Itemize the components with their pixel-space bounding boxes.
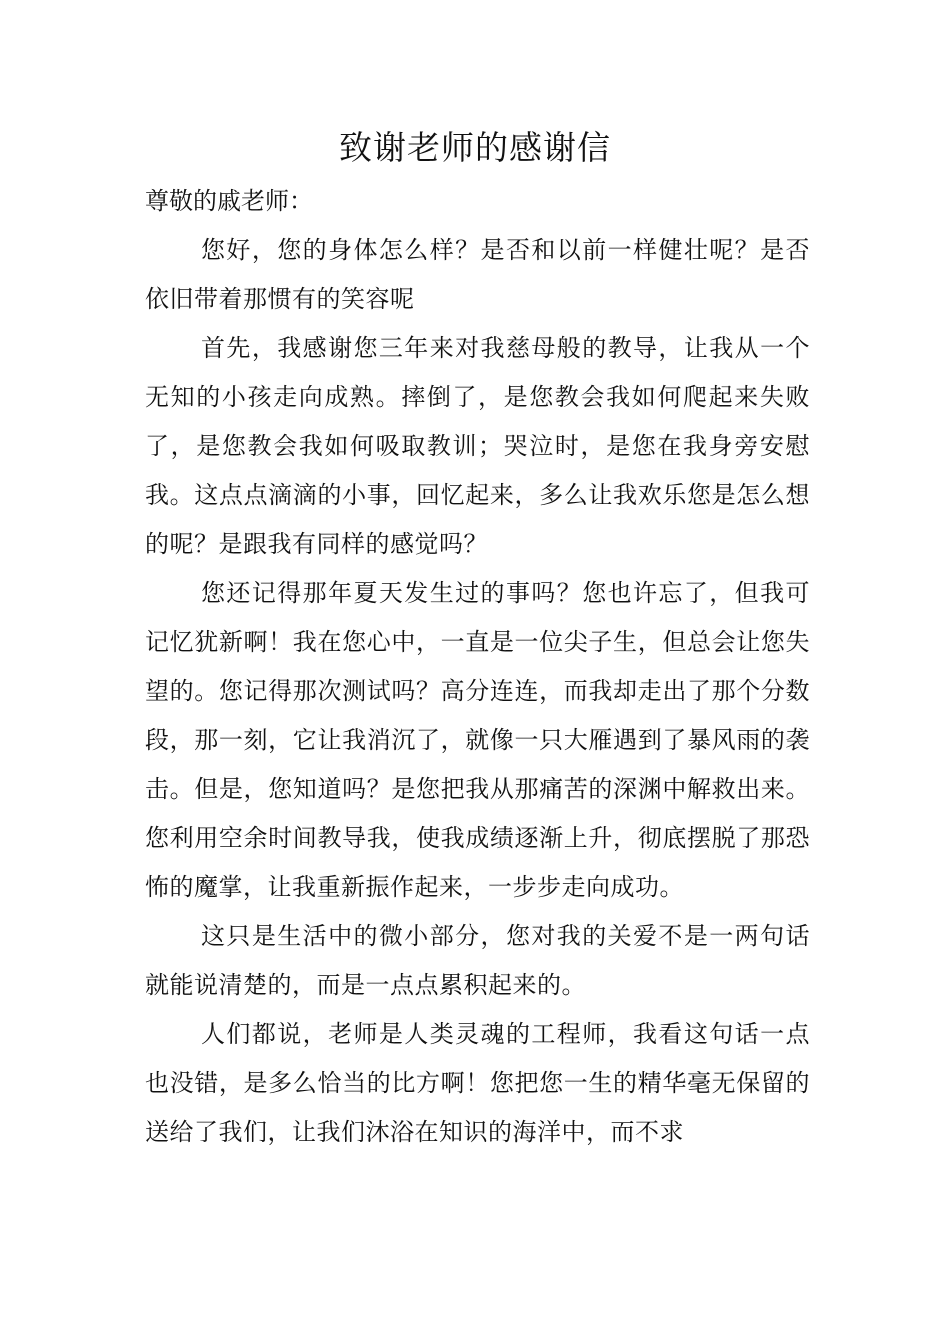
paragraph-engineer: 人们都说，老师是人类灵魂的工程师，我看这句话一点也没错，是多么恰当的比方啊！您把您一生的精华毫无保留的送给了我们，让我们沐浴在知识的海洋中，而不求	[145, 1020, 810, 1146]
paragraph-greeting: 您好，您的身体怎么样？是否和以前一样健壮呢？是否依旧带着那惯有的笑容呢	[145, 236, 810, 313]
paragraph-care: 这只是生活中的微小部分，您对我的关爱不是一两句话就能说清楚的，而是一点点累积起来的。	[145, 922, 810, 999]
document-title: 致谢老师的感谢信	[339, 128, 611, 167]
paragraph-memory: 您还记得那年夏天发生过的事吗？您也许忘了，但我可记忆犹新啊！我在您心中，一直是一位尖子生，但总会让您失望的。您记得那次测试吗？高分连连，而我却走出了那个分数段，那一刻，它让我消沉了，就像一只大雁遇到了暴风雨的袭击。但是，您知道吗？是您把我从那痛苦的深渊中解救出来。您利用空余时间教导我，使我成绩逐渐上升，彻底摆脱了那恐怖的魔掌，让我重新振作起来，一步步走向成功。	[145, 579, 810, 901]
paragraph-gratitude: 首先，我感谢您三年来对我慈母般的教导，让我从一个无知的小孩走向成熟。摔倒了，是您教会我如何爬起来失败了，是您教会我如何吸取教训；哭泣时，是您在我身旁安慰我。这点点滴滴的小事，回忆起来，多么让我欢乐您是怎么想的呢？是跟我有同样的感觉吗？	[145, 334, 810, 558]
letter-body	[145, 177, 810, 1157]
salutation: 尊敬的戚老师：	[145, 187, 313, 215]
